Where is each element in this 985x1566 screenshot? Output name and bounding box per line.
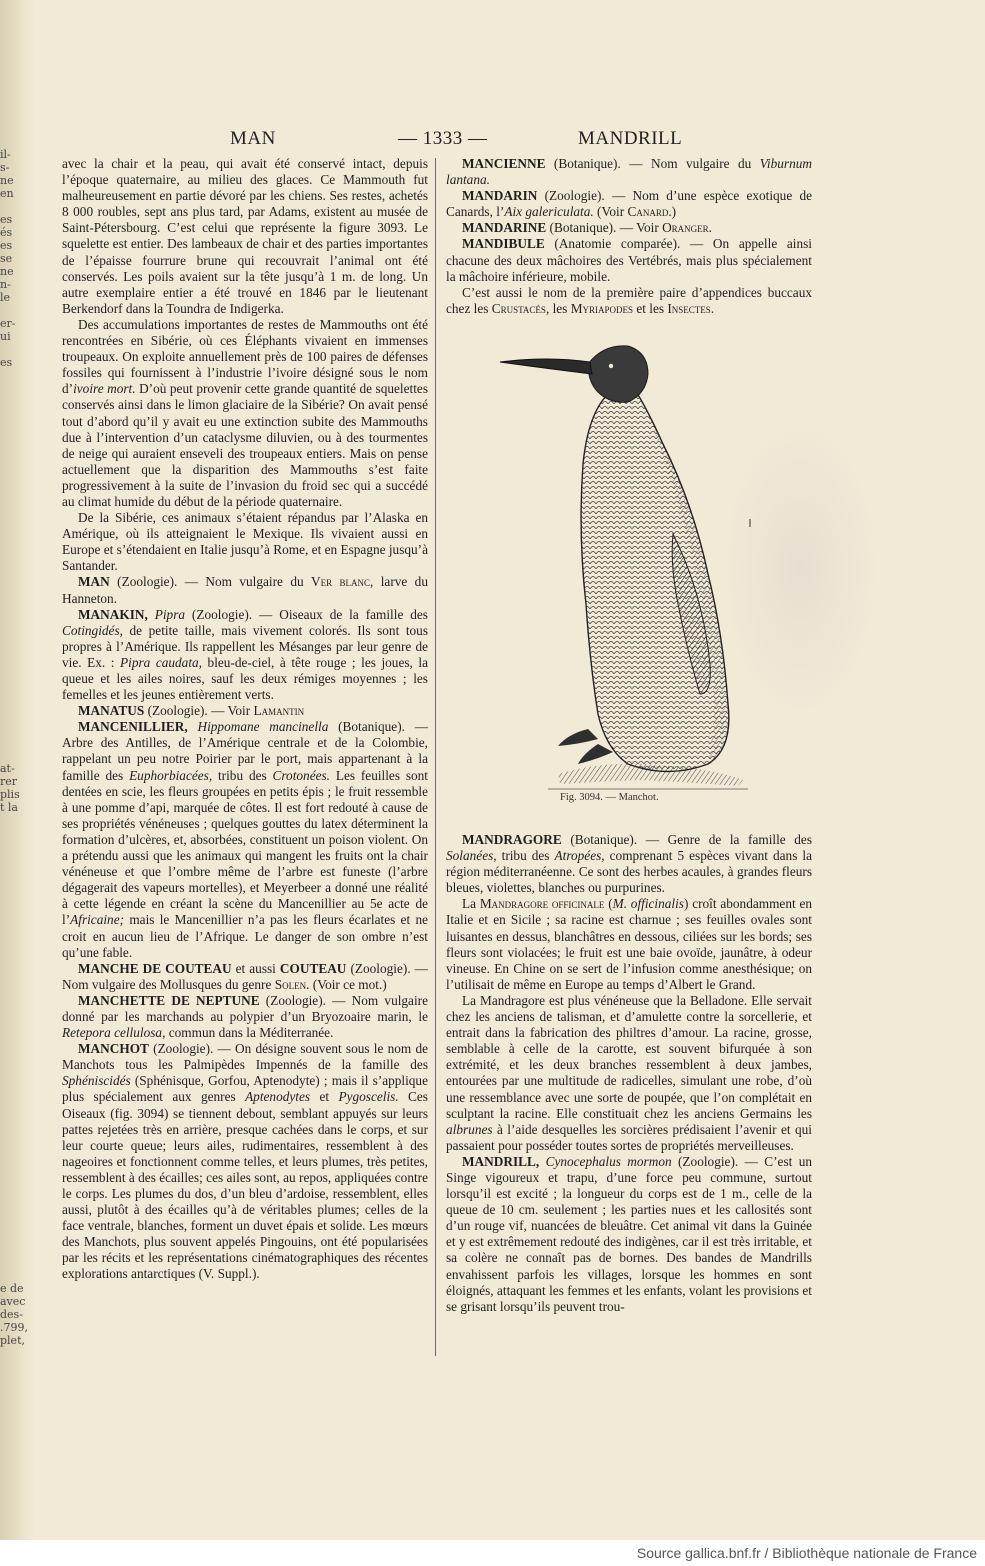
mandragore-paragraph-2: La Mandragore officinale (M. officinalis) croît abondamment en Italie et en Sicile ; sa racine est charnue ; ses feuilles ovales sont luisantes en dessus, blanchâtres en dessous, ciliées sur les bords; ses fleurs sont violacées; le fruit est une baie ovoïde, jaunâtre, à odeur vineuse. En Chine on se sert de l’infusion comme anesthésique; on l’utilisait de même en Europe au temps d’Albert le Grand. [446,896,812,992]
previous-page-fragment-line: plis [0,788,20,801]
right-column-top [446,156,812,317]
penguin-engraving [488,334,758,794]
right-column-bottom [446,832,812,1315]
previous-page-fragment-line: s- [0,161,10,174]
source-footer [0,1540,985,1566]
previous-page-fragment-line: es [0,213,13,226]
penguin-figure [488,334,758,794]
previous-page-fragment-line: il- [0,148,11,161]
previous-page-fragment-line: er- [0,317,16,330]
mandragore-paragraph-3: La Mandragore est plus vénéneuse que la Belladone. Elle servait chez les anciens de talisman, et d’amulette contre la sorcellerie, et entrait dans la fabrication des philtres d’amour. La racine, grosse, semblable à celle de la carotte, est souvent bifurquée à son extrémité, et les deux branches ressemblent à deux jambes, entourées par une multitude de radicelles, simulant une robe, d’où une ressemblance avec une sorte de poupée, que l’on complétait en sculptant la racine. Elle constituait chez les anciens Germains les albrunes à l’aide desquelles les sorcières prédisaient l’avenir et qui passaient pour posséder toutes sortes de propriétés merveilleuses. [446,992,812,1153]
previous-page-fragment-line: avec [0,1295,26,1308]
entry-man: MAN (Zoologie). — Nom vulgaire du Ver blanc, larve du Hanneton. [62,574,428,606]
left-column [62,156,428,1283]
previous-page-fragment-line: e de [0,1282,24,1295]
entry-mandarin: MANDARIN (Zoologie). — Nom d’une espèce exotique de Canards, l’Aix galericulata. (Voir Canard.) [446,188,812,220]
previous-page-fragment-line: plet, [0,1334,25,1347]
page-gutter [0,0,36,1540]
mandibule-paragraph-2: C’est aussi le nom de la première paire d’appendices buccaux chez les Crustacés, les Myriapodes et les Insectes. [446,284,812,316]
entry-mandarine: MANDARINE (Botanique). — Voir Oranger. [462,220,713,236]
previous-page-fragment-line: se [0,252,13,265]
entry-manatus: MANATUS (Zoologie). — Voir Lamantin [78,703,305,719]
previous-page-fragment-bottom [0,1282,34,1347]
previous-page-fragment-line: es [0,356,13,369]
previous-page-fragment-line: des- [0,1308,23,1321]
entry-mandrill: MANDRILL, Cynocephalus mormon (Zoologie). — C’est un Singe vigoureux et trapu, d’une force peu commune, surtout lorsqu’il est excité ; la longueur du corps est de 1 m., celle de la queue de 10 cm. seulement ; les parties nues et les callosités sont d’un rouge vif, nuancées de bleuâtre. Cet animal vit dans la Guinée et y est extrêmement redouté des indigènes, car il est très irritable, et sa colère ne connaît pas de bornes. Des bandes de Mandrills envahissent parfois les villages, lorsque les hommes en sont éloignés, attaquant les femmes et les enfants, volant les provisions et se grisant lorsqu’ils peuvent trou- [446,1153,812,1314]
previous-page-fragment-line: le [0,291,11,304]
previous-page-fragment-line: ne [0,265,14,278]
previous-page-fragment-line: t la [0,801,18,814]
mammouth-paragraph-3: De la Sibérie, ces animaux s’étaient répandus par l’Alaska en Amérique, où ils atteignaient le Mexique. Ils vivaient aussi en Europe et s’étendaient en Italie jusqu’à Rome, et en Espagne jusqu’à Santander. [62,510,428,574]
source-credit: Source gallica.bnf.fr / Bibliothèque nationale de France [636,1545,977,1561]
figure-caption: Fig. 3094. — Manchot. [560,792,659,803]
previous-page-fragment-line: ne [0,174,14,187]
previous-page-fragment-top [0,148,34,369]
entry-mandragore: MANDRAGORE (Botanique). — Genre de la famille des Solanées, tribu des Atropées, comprenant 5 espèces vivant dans la région méditerranéenne. Ce sont des herbes acaules, à grandes fleurs bleues, violettes, blanches ou purpurines. [446,832,813,896]
previous-page-fragment-line: en [0,187,14,200]
header-right-word: MANDRILL [578,128,683,149]
previous-page-fragment-line: n- [0,278,11,291]
previous-page-fragment-line [0,304,34,317]
mammouth-paragraph-1: avec la chair et la peau, qui avait été conservé intact, depuis l’époque quaternaire, au milieu des glaces. Ce Mammouth fut malheureusement en partie dévoré par les chiens. Ses restes, achetés 8 000 roubles, sept ans plus tard, par Adams, existent au musée de Saint-Pétersbourg. C’est celui que représente la figure 3093. Le squelette est entier. Des lambeaux de chair et des parties importantes de l’épaisse fourrure brune qui recouvrait l’animal ont été conservés. Les poils avaient sur la tête jusqu’à 1 m. de long. Un autre exemplaire entier a été trouvé en 1846 par le lieutenant Berkendorf dans la Toundra de Indigerka. [62,156,428,316]
entry-mancienne: MANCIENNE (Botanique). — Nom vulgaire du Viburnum lantana. [446,156,812,188]
previous-page-fragment-line: at- [0,762,15,775]
column-rule [435,158,436,1356]
mammouth-paragraph-2: Des accumulations importantes de restes de Mammouths ont été rencontrées en Sibérie, où ces Éléphants vivaient en immenses troupeaux. On exploite annuellement près de 100 paires de défenses fossiles qui fournissent à l’industrie l’ivoire désigné sous le nom d’ivoire mort. D’où peut provenir cette grande quantité de squelettes conservés ainsi dans le limon glaciaire de la Sibérie? On avait pensé tout d’abord qu’il y avait eu une extinction subite des Mammouths due à l’intervention d’un cataclysme diluvien, ou à des tourmentes de neige qui auraient enseveli des troupeaux entiers. Mais on pense actuellement que la disparition des Mammouths s’est faite progressivement à la suite de l’invasion du froid sec qui a succédé au climat humide du début de la période quaternaire. [62,316,428,509]
running-header [60,128,820,152]
entry-manche-de-couteau: MANCHE DE COUTEAU et aussi COUTEAU (Zoologie). — Nom vulgaire des Mollusques du genre Solen. (Voir ce mot.) [62,960,428,992]
previous-page-fragment-middle [0,762,34,814]
page-number: — 1333 — [398,128,488,149]
header-left-word: MAN [230,128,276,149]
entry-manakin: MANAKIN, Pipra (Zoologie). — Oiseaux de la famille des Cotingidés, de petite taille, mais vivement colorés. Ils sont tous propres à l’Amérique. Ils rappellent les Mésanges par leur genre de vie. Ex. : Pipra caudata, bleu-de-ciel, à tête rouge ; les joues, la queue et les ailes noires, sauf les deux rémiges moyennes ; les femelles et les jeunes entièrement verts. [62,606,428,703]
previous-page-fragment-line [0,200,34,213]
previous-page-fragment-line [0,343,34,356]
previous-page-fragment-line: es [0,239,13,252]
previous-page-fragment-line: .799, [0,1321,28,1334]
entry-mancenillier: MANCENILLIER, Hippomane mancinella (Botanique). — Arbre des Antilles, de l’Amérique centrale et de la Colombie, rappelant un peu notre Poirier par le port, mais appartenant à la famille des Euphorbiacées, tribu des Crotonées. Les feuilles sont dentées en scie, les fleurs groupées en petits épis ; le fruit ressemble à une pomme d’api, marquée de côtes. Il est fort redouté à cause de ses propriétés vénéneuses ; quelques gouttes du latex déterminent la formation d’ulcères, et, absorbées, constituent un poison violent. On a prétendu aussi que les animaux qui mangent les fruits ont la chair vénéneuse et que l’ombre même de l’arbre est funeste (l’arbre dégagerait des vapeurs mortelles), et Meyerbeer a donné une réalité à cette légende en créant la scène du Mancenillier au 5e acte de l’Africaine; mais le Mancenillier n’a pas les fleurs écarlates et ne croit en aucun lieu de l’Afrique. Le danger de son ombre n’est qu’une fable. [62,719,429,960]
entry-manchot: MANCHOT (Zoologie). — On désigne souvent sous le nom de Manchots tous les Palmipèdes Impennés de la famille des Sphéniscidés (Sphénisque, Gorfou, Aptenodyte) ; mais il s’applique plus spécialement aux genres Aptenodytes et Pygoscelis. Ces Oiseaux (fig. 3094) se tiennent debout, semblant appuyés sur leurs pattes rejetées très en arrière, presque cachées dans le corps, et sur leur courte queue; leurs ailes, rudimentaires, ressemblent à des nageoires et fonctionnent comme telles, et leurs plumes, très petites, ressemblent à des écailles; ces ailes sont, au repos, appliquées contre le corps. Les plumes du dos, d’un bleu d’ardoise, ressemblent, elles aussi, plutôt à des écailles qu’à de véritables plumes; celles de la face ventrale, blanches, forment un duvet épais et solide. Les mœurs des Manchots, plus souvent appelés Pingouins, ont été popularisées par les récits et les représentations cinématographiques des récentes explorations antarctiques (V. Suppl.). [62,1041,428,1282]
previous-page-fragment-line: rer [0,775,18,788]
previous-page-fragment-line: ui [0,330,11,343]
entry-manchette-de-neptune: MANCHETTE DE NEPTUNE (Zoologie). — Nom vulgaire donné par les marchands au polypier d’un Bryozoaire marin, le Retepora cellulosa, commun dans la Méditerranée. [62,992,428,1041]
entry-mandibule: MANDIBULE (Anatomie comparée). — On appelle ainsi chacune des deux mâchoires des Vertébrés, mais plus spécialement la mâchoire inférieure, mobile. [446,236,812,284]
previous-page-fragment-line: és [0,226,13,239]
